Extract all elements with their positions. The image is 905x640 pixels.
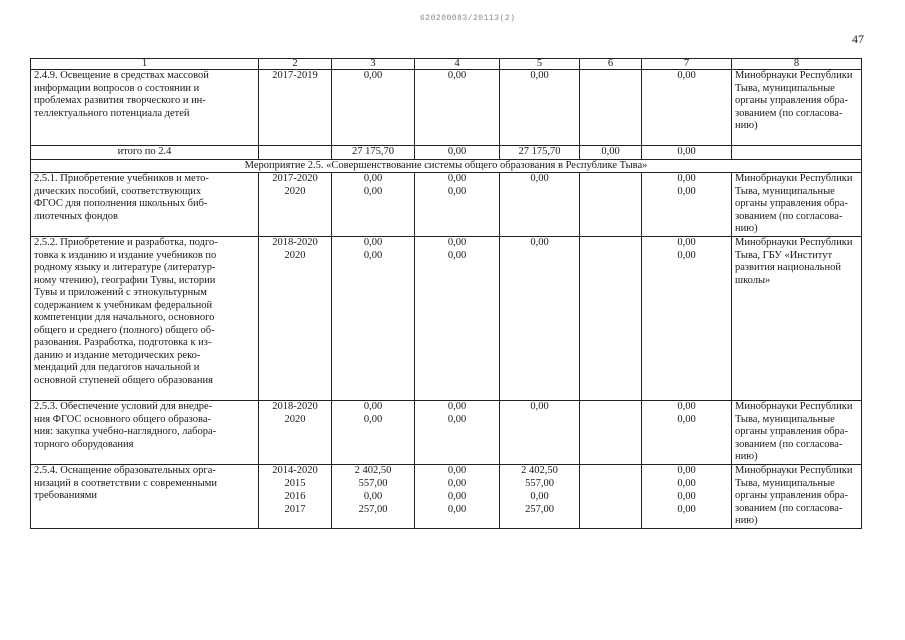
period: 2020 bbox=[284, 250, 306, 261]
executor bbox=[732, 146, 862, 160]
executor-line: Тыва, ГБУ «Институт bbox=[735, 249, 833, 261]
column-number-row bbox=[31, 59, 862, 70]
name-line: мендаций для педагогов начальной и bbox=[34, 362, 200, 373]
section-heading: Мероприятие 2.5. «Совершенствование системы общего образования в Республике Тыва» bbox=[31, 159, 862, 173]
periods bbox=[259, 401, 332, 465]
col-number: 1 bbox=[31, 59, 259, 70]
value bbox=[583, 173, 638, 186]
value bbox=[583, 478, 638, 491]
values-col6 bbox=[580, 173, 642, 237]
executor-line: органы управления обра- bbox=[735, 95, 848, 106]
table-row bbox=[31, 401, 862, 465]
col-number: 7 bbox=[642, 59, 732, 70]
value: 0,00 bbox=[363, 186, 383, 197]
periods bbox=[259, 173, 332, 237]
name-line: лиотечных фондов bbox=[34, 210, 119, 222]
table-row bbox=[31, 237, 862, 401]
executor-line: зованием (по согласова- bbox=[735, 107, 843, 119]
page-number: 47 bbox=[852, 32, 864, 46]
value bbox=[583, 491, 638, 504]
col-number: 2 bbox=[259, 59, 332, 70]
values-col6 bbox=[580, 237, 642, 401]
value: 0,00 bbox=[677, 465, 696, 476]
name-line: ному чтению), географии Тувы, истории bbox=[34, 274, 216, 286]
executor-line: Тыва, муниципальные bbox=[735, 413, 835, 425]
name-line: ния: закупка учебно-наглядного, лабора- bbox=[34, 426, 217, 437]
name-line: товка к изданию и издание учебников по bbox=[34, 249, 217, 261]
document-id: 620200083/20113(2) bbox=[420, 14, 516, 23]
value: 0,00 bbox=[447, 504, 467, 515]
value: 0,00 bbox=[530, 401, 549, 412]
activity-name bbox=[31, 173, 259, 237]
executor-line: Тыва, муниципальные bbox=[735, 185, 835, 197]
period: 2016 bbox=[284, 491, 306, 502]
total-label: итого по 2.4 bbox=[31, 146, 259, 160]
value: 0,00 bbox=[363, 237, 383, 248]
period: 2015 bbox=[284, 478, 306, 489]
period: 2018-2020 bbox=[272, 401, 318, 412]
values-col5 bbox=[500, 173, 580, 237]
value: 0,00 bbox=[363, 401, 383, 412]
period: 2017-2020 bbox=[272, 173, 318, 184]
values-col5 bbox=[500, 465, 580, 529]
col-number: 4 bbox=[415, 59, 500, 70]
executor bbox=[732, 173, 862, 237]
activity-name bbox=[31, 237, 259, 401]
value: 0,00 bbox=[677, 237, 696, 248]
executor-line: нию) bbox=[735, 223, 758, 234]
executor-line: Тыва, муниципальные bbox=[735, 477, 835, 489]
values-col7 bbox=[642, 465, 732, 529]
value-col4: 0,00 bbox=[415, 70, 500, 146]
name-line: 2.5.3. Обеспечение условий для внедре- bbox=[34, 401, 213, 412]
value: 557,00 bbox=[525, 478, 554, 489]
name-line: данию и издание методических реко- bbox=[34, 349, 201, 361]
value: 0,00 bbox=[530, 173, 549, 184]
period: 2017-2019 bbox=[259, 70, 332, 146]
name-line: разования. Разработка, подготовка к из- bbox=[34, 337, 212, 348]
value-col6 bbox=[580, 70, 642, 146]
executor-line: школы» bbox=[735, 274, 771, 286]
value: 0,00 bbox=[677, 250, 696, 261]
value: 257,00 bbox=[525, 504, 554, 515]
program-table bbox=[30, 58, 862, 529]
name-line: проблемах развития творческого и ин- bbox=[34, 95, 206, 106]
name-line: дических пособий, соответствующих bbox=[34, 185, 202, 197]
value: 0,00 bbox=[530, 491, 549, 502]
table-row bbox=[31, 465, 862, 529]
value bbox=[583, 504, 638, 517]
executor-line: Минобрнауки Республики bbox=[735, 401, 853, 412]
value: 0,00 bbox=[447, 401, 467, 412]
period: 2020 bbox=[284, 186, 306, 197]
executor-line: Минобрнауки Республики bbox=[735, 465, 853, 476]
name-line: компетенции для начального, основного bbox=[34, 312, 215, 323]
period: 2018-2020 bbox=[272, 237, 318, 248]
value: 0,00 bbox=[677, 491, 696, 502]
value: 2 402,50 bbox=[521, 465, 558, 476]
values-col7 bbox=[642, 237, 732, 401]
name-line: 2.5.4. Оснащение образовательных орга- bbox=[34, 465, 216, 476]
period: 2017 bbox=[284, 504, 306, 515]
value: 0,00 bbox=[447, 237, 467, 248]
name-line: ния ФГОС основного общего образова- bbox=[34, 413, 211, 425]
name-line: Тувы и приложений с этнокультурным bbox=[34, 287, 207, 298]
value: 0,00 bbox=[363, 491, 383, 502]
executor-line: Минобрнауки Республики bbox=[735, 70, 853, 81]
value bbox=[583, 401, 638, 414]
values-col6 bbox=[580, 465, 642, 529]
col-number: 5 bbox=[500, 59, 580, 70]
value: 257,00 bbox=[358, 504, 388, 515]
name-line: 2.4.9. Освещение в средствах массовой bbox=[34, 70, 209, 81]
value-col3: 27 175,70 bbox=[332, 146, 415, 160]
executor-line: зованием (по согласова- bbox=[735, 438, 843, 450]
value-col6: 0,00 bbox=[580, 146, 642, 160]
value: 0,00 bbox=[677, 401, 696, 412]
value bbox=[583, 465, 638, 478]
executor-line: зованием (по согласова- bbox=[735, 502, 843, 514]
values-col6 bbox=[580, 401, 642, 465]
value: 0,00 bbox=[677, 504, 696, 515]
period: 2020 bbox=[284, 414, 306, 425]
value bbox=[503, 186, 576, 199]
value bbox=[503, 414, 576, 427]
values-col7 bbox=[642, 401, 732, 465]
value: 0,00 bbox=[447, 173, 467, 184]
activity-name bbox=[31, 465, 259, 529]
executor bbox=[732, 401, 862, 465]
executor bbox=[732, 237, 862, 401]
value: 0,00 bbox=[447, 414, 467, 425]
value: 0,00 bbox=[677, 478, 696, 489]
values-col4 bbox=[415, 173, 500, 237]
value: 0,00 bbox=[363, 173, 383, 184]
value: 2 402,50 bbox=[354, 465, 392, 476]
values-col4 bbox=[415, 237, 500, 401]
value-col3: 0,00 bbox=[332, 70, 415, 146]
values-col4 bbox=[415, 401, 500, 465]
value bbox=[583, 237, 638, 250]
value: 0,00 bbox=[447, 186, 467, 197]
value: 0,00 bbox=[447, 250, 467, 261]
name-line: основной ступеней общего образования bbox=[34, 374, 213, 386]
total-row bbox=[31, 146, 862, 160]
name-line: информации вопросов о состоянии и bbox=[34, 82, 200, 94]
value: 0,00 bbox=[447, 478, 467, 489]
values-col3 bbox=[332, 173, 415, 237]
value bbox=[503, 250, 576, 263]
value: 0,00 bbox=[363, 414, 383, 425]
col-number: 3 bbox=[332, 59, 415, 70]
executor-line: органы управления обра- bbox=[735, 426, 848, 437]
value: 0,00 bbox=[447, 465, 467, 476]
period: 2014-2020 bbox=[272, 465, 318, 476]
values-col3 bbox=[332, 465, 415, 529]
name-line: требованиями bbox=[34, 490, 98, 501]
name-line: ФГОС для пополнения школьных биб- bbox=[34, 198, 208, 209]
executor-line: Минобрнауки Республики bbox=[735, 237, 853, 248]
values-col3 bbox=[332, 237, 415, 401]
executor bbox=[732, 70, 862, 146]
value-col5: 0,00 bbox=[500, 70, 580, 146]
values-col4 bbox=[415, 465, 500, 529]
values-col7 bbox=[642, 173, 732, 237]
periods bbox=[259, 237, 332, 401]
name-line: 2.5.1. Приобретение учебников и мето- bbox=[34, 173, 209, 184]
value: 0,00 bbox=[677, 414, 696, 425]
name-line: торного оборудования bbox=[34, 438, 134, 450]
activity-name bbox=[31, 70, 259, 146]
value-col7: 0,00 bbox=[642, 146, 732, 160]
value: 0,00 bbox=[677, 173, 696, 184]
name-line: содержанием к учебникам федеральной bbox=[34, 299, 213, 311]
name-line: теллектуального потенциала детей bbox=[34, 107, 190, 119]
executor-line: нию) bbox=[735, 515, 758, 526]
value: 0,00 bbox=[447, 491, 467, 502]
name-line: родному языку и литературе (литератур- bbox=[34, 262, 216, 273]
value: 557,00 bbox=[358, 478, 388, 489]
activity-name bbox=[31, 401, 259, 465]
executor-line: органы управления обра- bbox=[735, 198, 848, 209]
col-number: 8 bbox=[732, 59, 862, 70]
executor-line: нию) bbox=[735, 451, 758, 462]
value bbox=[583, 186, 638, 199]
value bbox=[583, 250, 638, 263]
value-col7: 0,00 bbox=[642, 70, 732, 146]
executor-line: зованием (по согласова- bbox=[735, 210, 843, 222]
name-line: 2.5.2. Приобретение и разработка, подго- bbox=[34, 237, 218, 248]
period bbox=[259, 146, 332, 160]
value: 0,00 bbox=[530, 237, 549, 248]
value: 0,00 bbox=[363, 250, 383, 261]
section-heading-row bbox=[31, 159, 862, 173]
value-col4: 0,00 bbox=[415, 146, 500, 160]
name-line: низаций в соответствии с современными bbox=[34, 477, 217, 489]
values-col5 bbox=[500, 237, 580, 401]
values-col5 bbox=[500, 401, 580, 465]
periods bbox=[259, 465, 332, 529]
executor-line: развития национальной bbox=[735, 262, 841, 273]
executor-line: нию) bbox=[735, 120, 758, 131]
table-row bbox=[31, 173, 862, 237]
executor-line: органы управления обра- bbox=[735, 490, 848, 501]
table-row bbox=[31, 70, 862, 146]
col-number: 6 bbox=[580, 59, 642, 70]
value bbox=[583, 414, 638, 427]
executor bbox=[732, 465, 862, 529]
values-col3 bbox=[332, 401, 415, 465]
value-col5: 27 175,70 bbox=[500, 146, 580, 160]
name-line: общего и среднего (полного) общего об- bbox=[34, 324, 215, 336]
executor-line: Минобрнауки Республики bbox=[735, 173, 853, 184]
value: 0,00 bbox=[677, 186, 696, 197]
executor-line: Тыва, муниципальные bbox=[735, 82, 835, 94]
